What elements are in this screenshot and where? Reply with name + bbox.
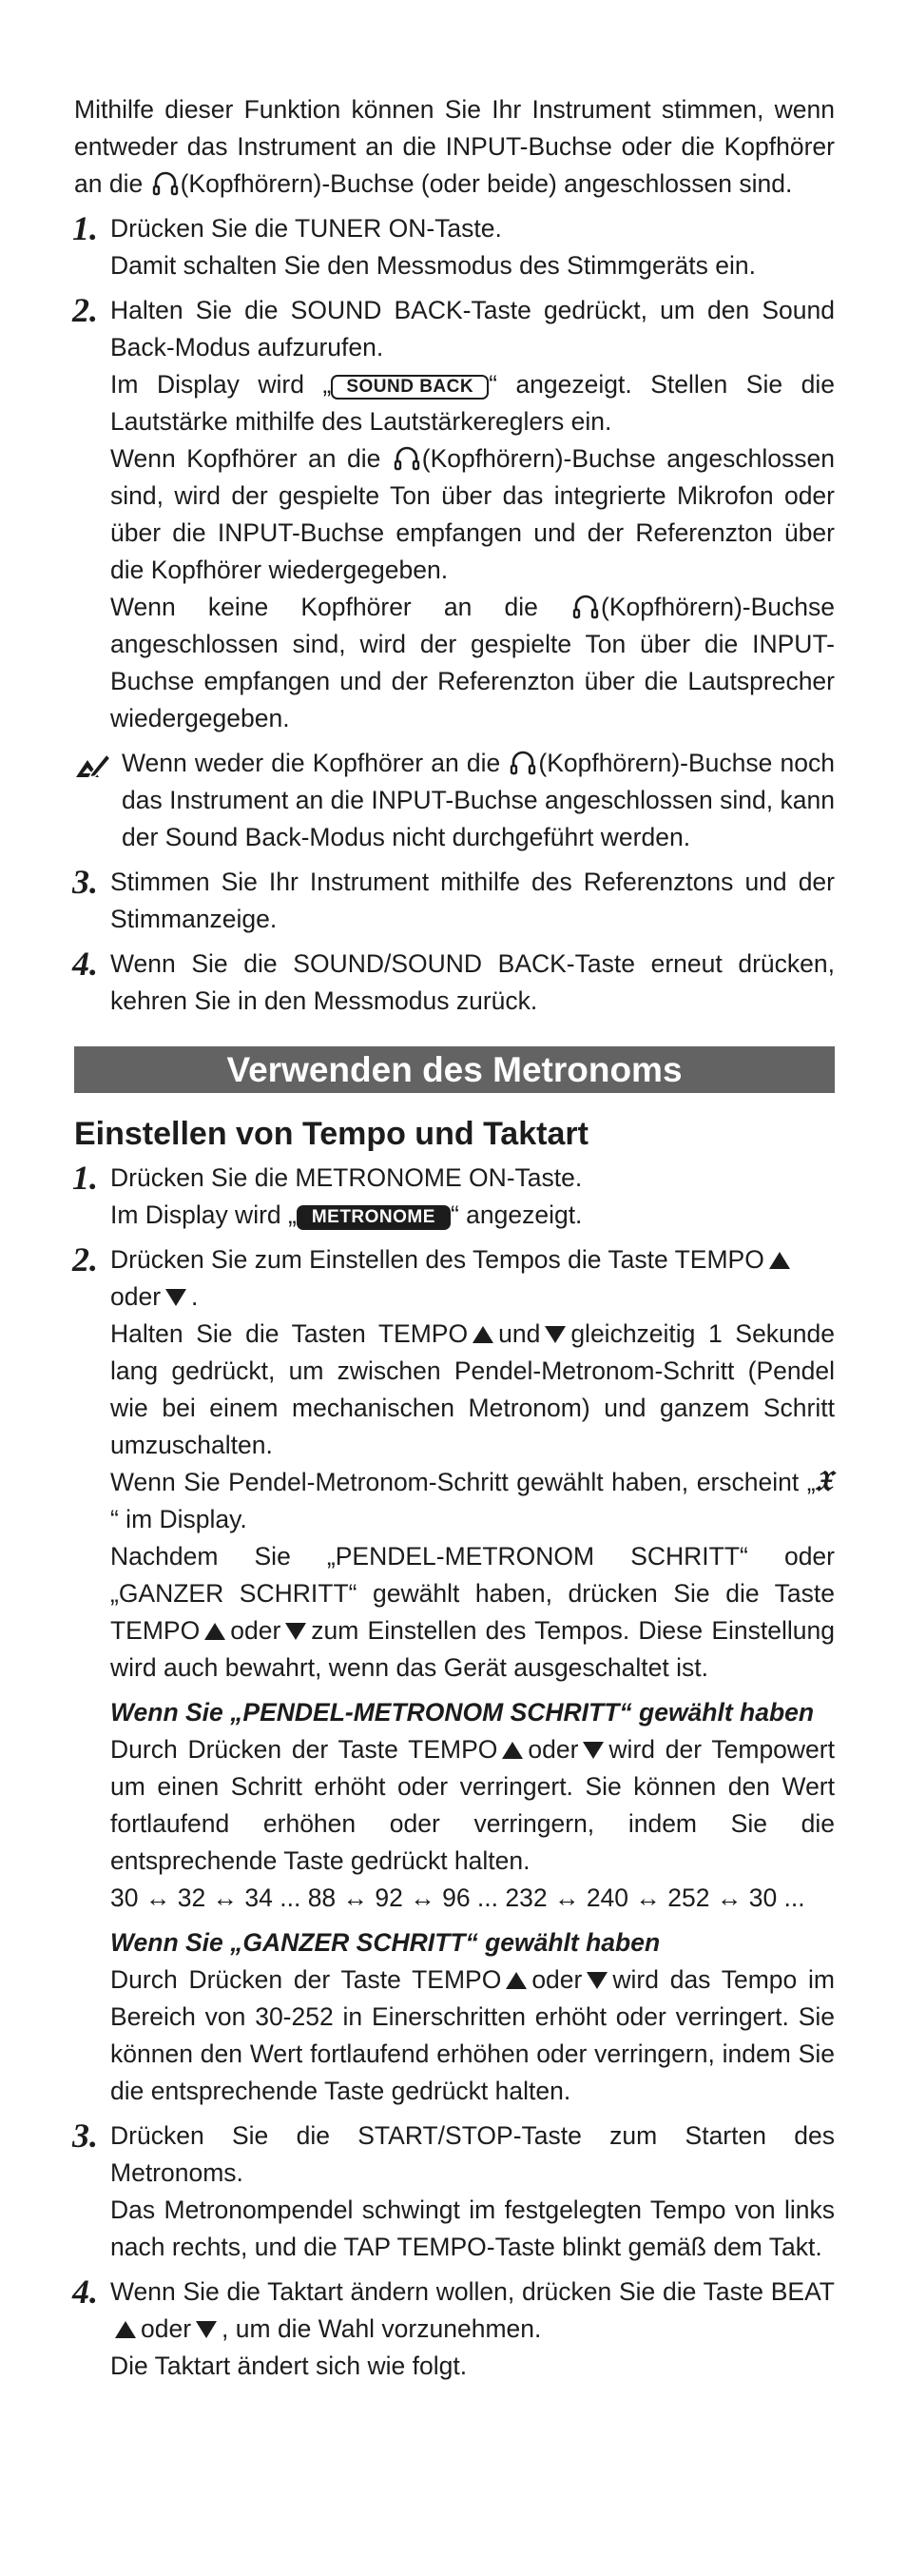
text-fragment: , um die Wahl vorzunehmen.: [222, 2314, 542, 2343]
step-number: 3.: [72, 863, 98, 901]
step-text: [110, 1241, 835, 1316]
step-number: 4.: [72, 2273, 98, 2311]
text-fragment: (Kopfhörern)-Buchse angeschlossen sind, wird der gespielte Ton über das integrierte Mikrofon oder über die INPUT-Buchse empfangen und der Referenzton über die Kopfhörer wiedergegeben.: [110, 444, 835, 584]
pendel-text: [110, 1731, 835, 1880]
headphones-icon: [509, 748, 537, 776]
text-fragment: Wenn keine Kopfhörer an die: [110, 593, 571, 621]
tuner-step-4: [74, 946, 835, 1020]
text-fragment: zum Einstellen des Tempos. Diese Einstellung wird auch bewahrt, wenn das Gerät ausgeschaltet ist.: [110, 1616, 835, 1682]
text-fragment: und: [498, 1319, 541, 1348]
step-text: Halten Sie die SOUND BACK-Taste gedrückt, um den Sound Back-Modus aufzurufen.: [110, 296, 835, 361]
text-fragment: oder: [230, 1616, 281, 1645]
text-fragment: Wenn Sie Pendel-Metronom-Schritt gewählt haben, erscheint „: [110, 1468, 816, 1496]
pendel-subsection: [110, 1694, 835, 1917]
text-fragment: gleichzeitig 1 Sekunde lang gedrückt, um zwischen Pendel-Metronom-Schritt (Pendel wie bei einem mechanischen Metronom) und ganzem Schritt umzuschalten.: [110, 1319, 836, 1459]
note-text: [122, 745, 835, 856]
step-text: [110, 2274, 835, 2348]
ganz-text: [110, 1961, 835, 2110]
step-text: Wenn Sie die SOUND/SOUND BACK-Taste erneut drücken, kehren Sie in den Messmodus zurück.: [110, 949, 835, 1015]
triangle-down-icon: [195, 2320, 218, 2339]
text-fragment: Wenn weder die Kopfhörer an die: [122, 749, 509, 777]
metronome-step-4: [74, 2274, 835, 2385]
intro-paragraph: [74, 91, 835, 203]
text-fragment: Im Display wird „: [110, 370, 332, 399]
pendulum-glyph: 𝔛: [813, 1466, 838, 1497]
text-fragment: .: [191, 1282, 199, 1311]
headphones-icon: [151, 168, 180, 197]
text-fragment: wird der Tempowert um einen Schritt erhöht oder verringert. Sie können den Wert fortlaufend erhöhen oder verringern, indem Sie die entsprechende Taste gedrückt halten.: [110, 1735, 835, 1875]
triangle-down-icon: [284, 1622, 307, 1641]
display-sentence: [110, 1197, 835, 1234]
text-fragment: “ angezeigt. Stellen Sie die Lautstärke mithilfe des Lautstärkereglers ein.: [110, 370, 835, 436]
step-text: Drücken Sie die TUNER ON-Taste.: [110, 214, 502, 243]
triangle-up-icon: [472, 1325, 494, 1344]
triangle-up-icon: [203, 1622, 226, 1641]
triangle-down-icon: [582, 1741, 605, 1760]
metronome-step-2: [72, 1240, 838, 2110]
step-number: 2.: [72, 291, 98, 329]
triangle-up-icon: [768, 1251, 791, 1270]
step-number: 3.: [72, 2117, 98, 2155]
headphones-connected-paragraph: [110, 440, 835, 589]
step-number: 1.: [72, 209, 98, 247]
section-title: Verwenden des Metronoms: [74, 1046, 835, 1093]
triangle-up-icon: [114, 2320, 137, 2339]
text-fragment: Durch Drücken der Taste TEMPO: [110, 1965, 502, 1994]
text-fragment: Durch Drücken der Taste TEMPO: [110, 1735, 498, 1764]
triangle-up-icon: [501, 1741, 524, 1760]
tuner-step-1: [74, 210, 835, 284]
metronome-step-1: [74, 1160, 835, 1234]
step-text: Die Taktart ändert sich wie folgt.: [110, 2352, 468, 2380]
headphones-icon: [571, 592, 600, 620]
step-text: Stimmen Sie Ihr Instrument mithilfe des Referenztons und der Stimmanzeige.: [110, 868, 835, 933]
note-block: [74, 745, 835, 856]
text-fragment: oder: [110, 1282, 162, 1311]
triangle-down-icon: [544, 1325, 567, 1344]
step-text: Drücken Sie die METRONOME ON-Taste.: [110, 1163, 583, 1192]
text-fragment: Wenn Kopfhörer an die: [110, 444, 392, 473]
sound-back-display-badge: SOUND BACK: [331, 375, 489, 400]
step-text: Drücken Sie die START/STOP-Taste zum Starten des Metronoms.: [110, 2121, 835, 2187]
triangle-up-icon: [505, 1971, 528, 1990]
tuner-step-3: [74, 864, 835, 938]
tuner-step-2: [74, 292, 835, 737]
intro-text-a: Mithilfe dieser Funktion können Sie Ihr Instrument stimmen, wenn entweder das Instrument an die INPUT-Buchse oder die Kopfhörer an die: [74, 95, 835, 198]
ganz-heading: Wenn Sie „GANZER SCHRITT“ gewählt haben: [110, 1928, 661, 1957]
headphones-icon: [393, 443, 421, 472]
text-fragment: Wenn Sie die Taktart ändern wollen, drücken Sie die Taste BEAT: [110, 2277, 835, 2306]
text-fragment: Im Display wird „: [110, 1200, 297, 1229]
text-fragment: Nachdem Sie „PENDEL-METRONOM SCHRITT“ oder „GANZER SCHRITT“ gewählt haben, drücken Sie die Taste TEMPO: [110, 1542, 835, 1645]
ganz-subsection: [110, 1924, 835, 2110]
display-sentence: [110, 366, 835, 440]
pendel-heading: Wenn Sie „PENDEL-METRONOM SCHRITT“ gewählt haben: [110, 1698, 815, 1727]
step-text: [110, 1464, 838, 1538]
text-fragment: oder: [528, 1735, 579, 1764]
triangle-down-icon: [586, 1971, 608, 1990]
step-text: [110, 1538, 835, 1687]
subsection-title: Einstellen von Tempo und Taktart: [74, 1116, 589, 1152]
step-text: Damit schalten Sie den Messmodus des Stimmgeräts ein.: [110, 251, 756, 280]
text-fragment: Halten Sie die Tasten TEMPO: [110, 1319, 469, 1348]
pencil-note-icon: [74, 751, 112, 779]
text-fragment: (Kopfhörern)-Buchse noch das Instrument an die INPUT-Buchse angeschlossen sind, kann der Sound Back-Modus nicht durchgeführt werden.: [122, 749, 835, 851]
triangle-down-icon: [164, 1288, 187, 1307]
step-text: Das Metronompendel schwingt im festgelegten Tempo von links nach rechts, und die TAP TEMPO-Taste blinkt gemäß dem Takt.: [110, 2195, 835, 2261]
text-fragment: wird das Tempo im Bereich von 30-252 in Einerschritten erhöht oder verringert. Sie können den Wert fortlaufend erhöhen oder verringern, indem Sie die entsprechende Taste gedrückt halten.: [110, 1965, 835, 2105]
manual-page: [72, 91, 838, 2392]
metronome-step-3: [74, 2117, 835, 2266]
step-number: 2.: [72, 1240, 98, 1278]
step-number: 1.: [72, 1159, 98, 1197]
tempo-sequence: 30 ↔ 32 ↔ 34 ... 88 ↔ 92 ↔ 96 ... 232 ↔ 240 ↔ 252 ↔ 30 ...: [110, 1883, 805, 1912]
metronome-display-badge: METRONOME: [297, 1205, 451, 1230]
no-headphones-paragraph: [110, 589, 835, 737]
text-fragment: Drücken Sie zum Einstellen des Tempos die Taste TEMPO: [110, 1245, 764, 1274]
text-fragment: oder: [141, 2314, 192, 2343]
text-fragment: oder: [531, 1965, 583, 1994]
intro-text-b: (Kopfhörern)-Buchse (oder beide) angeschlossen sind.: [180, 169, 793, 198]
step-text: [110, 1316, 835, 1464]
text-fragment: “ angezeigt.: [450, 1200, 583, 1229]
text-fragment: (Kopfhörern)-Buchse angeschlossen sind, wird der gespielte Ton über die INPUT-Buchse empfangen und der Referenzton über die Lautsprecher wiedergegeben.: [110, 593, 835, 732]
text-fragment: “ im Display.: [110, 1505, 247, 1533]
step-number: 4.: [72, 945, 98, 983]
